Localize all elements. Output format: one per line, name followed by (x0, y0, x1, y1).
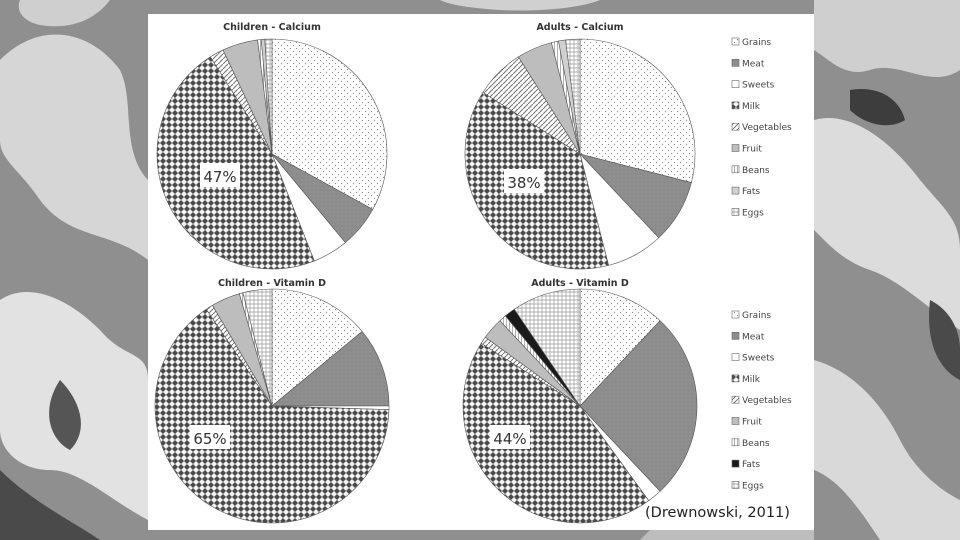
legend-label-beans: Beans (742, 165, 770, 176)
percent-label: 44% (493, 430, 527, 448)
chart-panel (148, 14, 814, 530)
legend-swatch-sweets (732, 354, 739, 361)
legend-label-beans: Beans (742, 438, 770, 449)
legend-swatch-sweets (732, 81, 739, 88)
legend-vitamin-d (732, 311, 792, 491)
pie-chart-1 (157, 22, 387, 269)
percent-label: 47% (203, 168, 237, 186)
legend-swatch-fats (732, 460, 739, 467)
legend-swatch-fruit (732, 418, 739, 425)
chart-title: Children - Calcium (223, 22, 321, 33)
legend-label-sweets: Sweets (742, 80, 775, 91)
legend-label-grains: Grains (742, 311, 772, 321)
legend-label-meat: Meat (742, 59, 765, 70)
legend-swatch-beans (732, 166, 739, 173)
pie-chart-3 (155, 278, 389, 523)
legend-swatch-eggs (732, 481, 739, 488)
legend-label-milk: Milk (742, 101, 760, 112)
percent-label: 65% (193, 430, 227, 448)
legend-label-vegetables: Vegetables (742, 123, 792, 134)
legend-label-milk: Milk (742, 374, 760, 385)
pie-chart-2 (465, 22, 695, 269)
legend-label-vegetables: Vegetables (742, 396, 792, 407)
legend-swatch-milk (732, 102, 739, 109)
legend-label-grains: Grains (742, 38, 772, 48)
legend-swatch-meat (732, 332, 739, 339)
pie-charts-figure (148, 14, 814, 530)
legend-label-meat: Meat (742, 332, 765, 343)
legend-swatch-vegetables (732, 396, 739, 403)
legend-swatch-milk (732, 375, 739, 382)
legend-label-eggs: Eggs (742, 208, 764, 219)
chart-title: Adults - Calcium (536, 22, 624, 33)
legend-label-sweets: Sweets (742, 353, 775, 364)
legend-label-fats: Fats (742, 187, 761, 198)
legend-swatch-vegetables (732, 123, 739, 130)
citation-text: (Drewnowski, 2011) (645, 505, 790, 521)
legend-calcium (732, 38, 792, 218)
chart-title: Adults - Vitamin D (531, 278, 629, 289)
legend-swatch-meat (732, 59, 739, 66)
percent-label: 38% (507, 174, 541, 192)
legend-swatch-fats (732, 187, 739, 194)
legend-label-fruit: Fruit (742, 144, 762, 155)
chart-title: Children - Vitamin D (217, 278, 327, 289)
legend-label-fats: Fats (742, 460, 761, 471)
legend-swatch-grains (732, 38, 739, 45)
legend-swatch-beans (732, 439, 739, 446)
legend-swatch-eggs (732, 208, 739, 215)
legend-label-fruit: Fruit (742, 417, 762, 428)
pie-chart-4 (463, 278, 697, 523)
legend-label-eggs: Eggs (742, 481, 764, 492)
legend-swatch-grains (732, 311, 739, 318)
legend-swatch-fruit (732, 145, 739, 152)
